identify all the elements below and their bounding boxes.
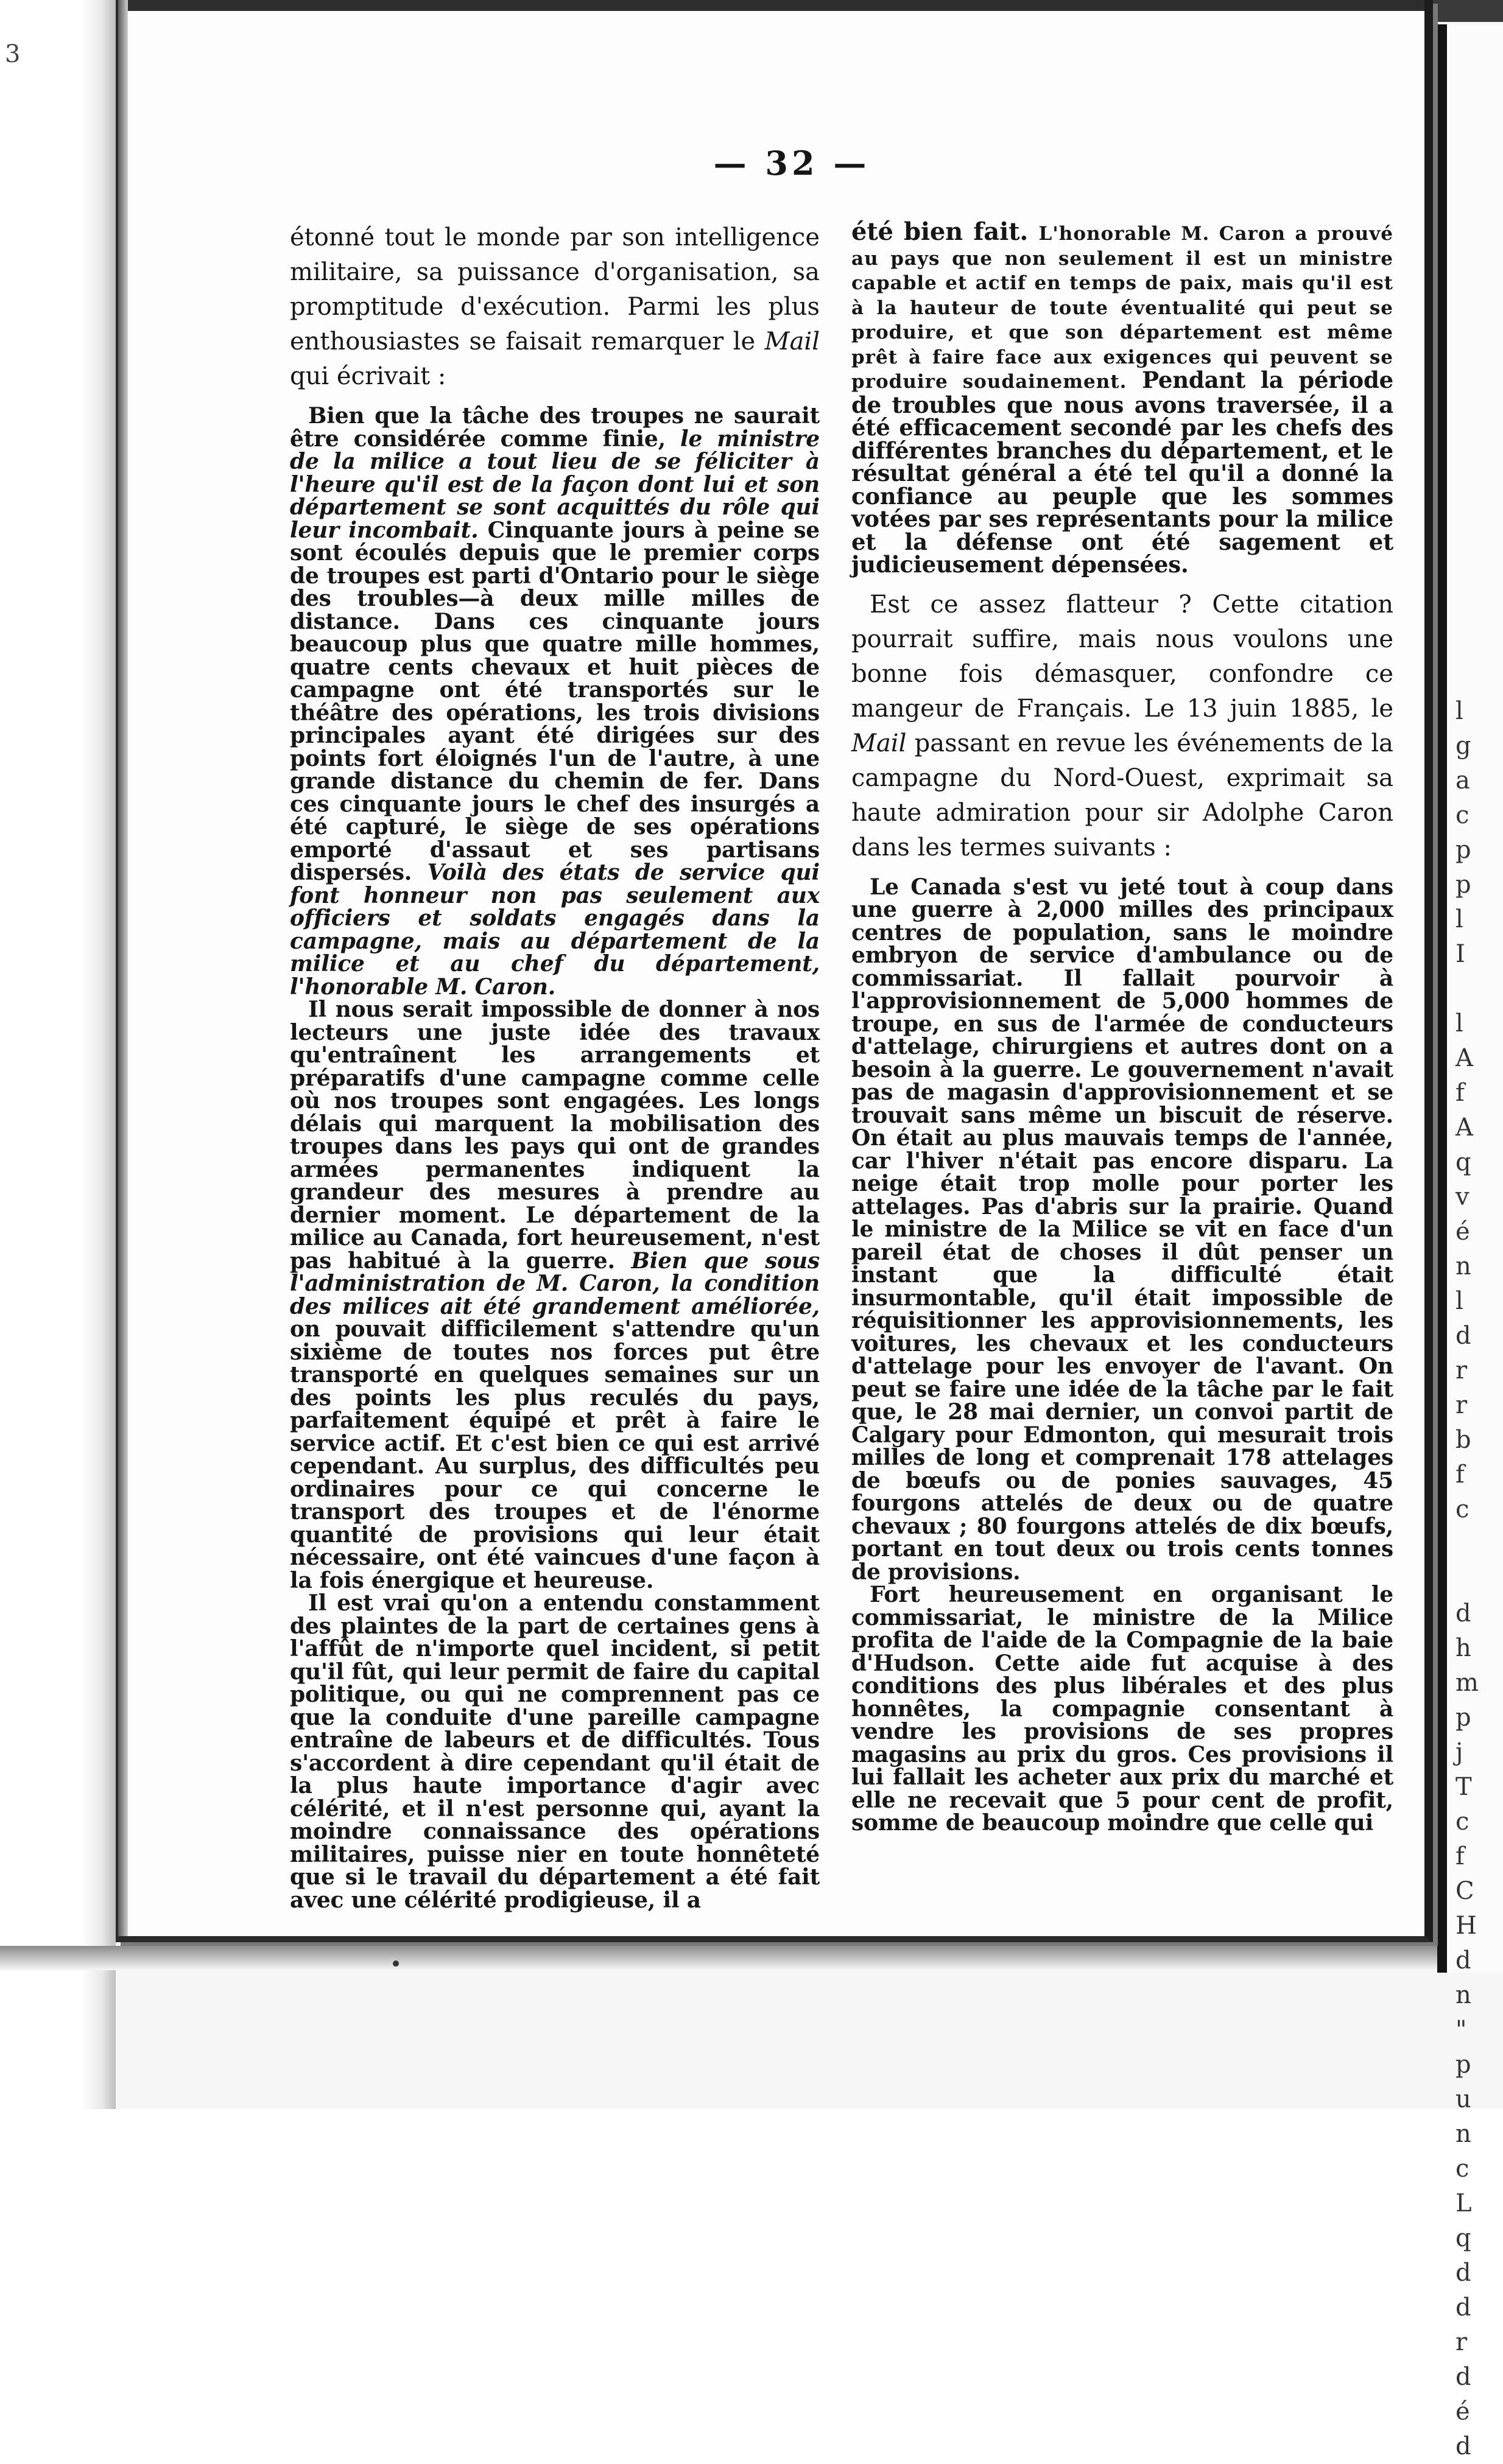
quote-paragraph-4: Le Canada s'est vu jeté tout à coup dans une guerre à 2,000 milles des principaux centres de population, sans le moindre embryon de service d'ambulance ou de commissariat. Il fallait pourvoir à l'approvisionnement de 5,000 hommes de troupe, en sus de l'armée de conducteurs d'attelage, chirurgiens et autres dont on a besoin à la guerre. Le gouvernement n'avait pas de magasin d'approvisionnement et se trouvait sans même un biscuit de réserve. On était au plus mauvais temps de l'année, car l'hiver n'était pas encore disparu. La neige était trop molle pour porter les attelages. Pas d'abris sur la prairie. Quand le ministre de la Milice se vit en face d'un pareil état de choses il dût penser un instant que la difficulté était insurmontable, qu'il était impossible de réquisitionner les approvisionnements, les voitures, les chevaux et les conducteurs d'attelage pour les envoyer de l'avant. On peut se faire une idée de la tâche par le fait que, le 28 mai dernier, un convoi partit de Calgary pour Edmonton, qui mesurait trois milles de long et comprenait 178 attelages de bœufs ou de ponies sauvages, 45 fourgons attelés de deux ou de quatre chevaux ; 80 fourgons attelés de dix bœufs, portant en tout deux ou trois cents tonnes de provisions. — [851, 874, 1393, 1585]
facing-page-fragment: l — [1455, 697, 1463, 725]
facing-page-fragments — [1455, 694, 1503, 2464]
facing-page-fragment: H — [1455, 1912, 1477, 1940]
commentary-part-a: Est ce assez flatteur ? Cette citation pourrait suffire, mais nous voulons une bonne fois démasquer, confondre ce mangeur de Français. Le 13 juin 1885, le — [851, 590, 1393, 723]
facing-page-fragment: q — [1455, 1148, 1471, 1176]
facing-page-fragment: d — [1455, 1322, 1471, 1350]
continuation-part-b: Pendant la période de troubles que nous avons traversée, il a été efficacement secondé par les chefs des différentes branches du département, et le résultat général a été tel qu'il a donné la confiance au peuple que les sommes votées par ses représentants pour la milice et la défense ont été sagement et judicieusement dépensées. — [851, 367, 1393, 578]
intro-line-2: militaire, sa puissance d'organisation, sa — [290, 258, 820, 286]
facing-page-fragment: " — [1455, 2016, 1467, 2044]
facing-page-fragment — [1455, 1562, 1503, 1596]
facing-page-fragment: q — [1455, 2224, 1471, 2252]
facing-page-fragment: p — [1455, 871, 1471, 899]
commentary-part-b: passant en revue les événements de la campagne du Nord-Ouest, exprimait sa haute admiration pour sir Adolphe Caron dans les termes suivants : — [851, 729, 1393, 862]
quote2-part-a: Il nous serait impossible de donner à nos lecteurs une juste idée des travaux qu'entraînent les arrangements et préparatifs d'une campagne comme celle où nos troupes sont engagées. Les longs délais qui marquent la mobilisation des troupes dans les pays qui ont de grandes armées permanentes indiquent la grandeur des mesures à prendre au dernier moment. Le département de la milice au Canada, fort heureusement, n'est pas habitué à la guerre. — [290, 997, 820, 1274]
facing-page-fragment: n — [1455, 2120, 1471, 2148]
facing-page-top-edge — [1425, 0, 1503, 22]
left-column — [290, 220, 820, 1912]
newspaper-name-2: Mail — [851, 729, 907, 757]
continuation-small-caps: L'honorable M. Caron a prouvé au pays que non seulement il est un ministre capable et actif en temps de paix, mais qu'il est à la hauteur de toute éventualité qui peut se produire, et que son département est même prêt à faire face aux exigences qui peuvent se produire soudainement. — [851, 223, 1393, 393]
facing-page-fragment: T — [1455, 1773, 1472, 1801]
page-bottom-shadow — [0, 1946, 1437, 1970]
facing-page-fragment: p — [1455, 1704, 1471, 1732]
facing-page-fragment: d — [1455, 1946, 1471, 1974]
facing-page-fragment: g — [1455, 732, 1471, 760]
intro-paragraph — [290, 220, 820, 394]
facing-page-fragment: p — [1455, 836, 1471, 864]
facing-page-fragment: l — [1455, 1009, 1463, 1037]
facing-page-fragment: c — [1455, 801, 1470, 829]
facing-page-fragment: l — [1455, 1287, 1463, 1315]
quote-continuation — [851, 217, 1393, 578]
newspaper-name: Mail — [764, 328, 820, 356]
facing-page-fragment: d — [1455, 1599, 1471, 1627]
facing-page-fragment: l — [1455, 905, 1463, 933]
facing-page-fragment: f — [1455, 1842, 1465, 1870]
facing-page-fragment: u — [1455, 2085, 1471, 2113]
facing-page-fragment: m — [1455, 1669, 1479, 1697]
continuation-part-a: été bien fait. — [851, 217, 1039, 246]
facing-page-fragment: c — [1455, 1808, 1470, 1836]
quote-paragraph-3: Il est vrai qu'on a entendu constamment des plaintes de la part de certaines gens à l'affût de n'importe quel incident, si petit qu'il fût, qui leur permit de faire du capital politique, ou qui ne comprennent pas ce que la conduite d'une pareille campagne entraîne de labeurs et de difficultés. Tous s'accordent à dire cependant qu'il était de la plus haute importance d'agir avec célérité, et il n'est personne qui, ayant la moindre connaissance des opérations militaires, puisse nier en toute honnêteté que si le travail du département a été fait avec une célérité prodigieuse, il a — [290, 1590, 820, 1913]
quote1-part-d: Voilà des états de service qui font honneur non pas seulement aux officiers et soldats engagés dans la campagne, mais au département de la milice et au chef du département, l'honorable M. Caron. — [290, 860, 820, 1000]
facing-page-fragment: d — [1455, 2363, 1471, 2391]
quote2-part-c: on pouvait difficilement s'attendre qu'un sixième de toutes nos forces put être transporté en quelques semaines sur un des points les plus reculés du pays, parfaitement équipé et prêt à faire le service actif. Et c'est bien ce qui est arrivé cependant. Au surplus, des difficultés peu ordinaires pour ce qui concerne le transport des troupes et de l'énorme quantité de provisions qui leur était nécessaire, ont été vaincues d'une façon à la fois énergique et heureuse. — [290, 1316, 820, 1593]
quote2-part-b: Bien que sous l'administration de M. Caron, la condition des milices ait été grandement améliorée, — [290, 1248, 820, 1319]
facing-page-fragment: c — [1455, 2155, 1470, 2183]
intro-line-5: qui écrivait : — [290, 362, 446, 390]
intro-line-4: enthousiastes se faisait remarquer le — [290, 328, 765, 356]
facing-page-fragment: a — [1455, 767, 1470, 795]
facing-page-fragment: L — [1455, 2189, 1472, 2217]
facing-page-fragment: h — [1455, 1634, 1471, 1662]
quote1-part-b: le ministre de la milice a tout lieu de se féliciter à l'heure qu'il est de la façon dont lui et son département se sont acquittés du rôle qui leur incombait. — [290, 426, 820, 543]
facing-page-fragment: n — [1455, 1252, 1471, 1280]
page-speck — [393, 1960, 399, 1967]
facing-page-fragment: C — [1455, 1877, 1474, 1905]
facing-page-fragment: é — [1455, 2398, 1470, 2426]
facing-page-fragment: r — [1455, 2328, 1468, 2356]
quote-paragraph-1 — [290, 405, 820, 999]
facing-page-fragment: d — [1455, 2432, 1471, 2460]
facing-page-fragment: A — [1455, 1114, 1473, 1142]
facing-page-fragment — [1455, 972, 1503, 1006]
facing-page-fragment: f — [1455, 1461, 1465, 1489]
facing-page-fragment: é — [1455, 1218, 1470, 1246]
facing-page-fragment: p — [1455, 2051, 1471, 2079]
facing-page-fragment: A — [1455, 1044, 1473, 1072]
intro-line-1: étonné tout le monde par son intelligence — [290, 223, 820, 251]
facing-page-fragment: d — [1455, 2294, 1471, 2322]
facing-page-edge — [1437, 24, 1503, 2460]
facing-page-fragment: d — [1455, 2259, 1471, 2287]
facing-page-fragment: r — [1455, 1391, 1468, 1419]
quote-paragraph-2 — [290, 999, 820, 1592]
quote-paragraph-5: Fort heureusement en organisant le commissariat, le ministre de la Milice profita de l'aide de la Compagnie de la baie d'Hudson. Cette aide fut acquise à des conditions des plus libérales et des plus honnêtes, la compagnie consentant à vendre les provisions de ses propres magasins au prix du gros. Ces provisions il lui fallait les acheter aux prix du marché et elle ne recevait que 5 pour cent de profit, somme de beaucoup moindre que celle qui — [851, 1582, 1393, 1836]
margin-mark: 3 — [5, 40, 21, 68]
facing-page-fragment: b — [1455, 1426, 1471, 1454]
page-top-edge — [118, 0, 1424, 11]
left-margin-shadow — [0, 0, 116, 2109]
facing-page-fragment: r — [1455, 1357, 1468, 1385]
facing-page-fragment: n — [1455, 1981, 1471, 2009]
page-number: — 32 — — [713, 144, 870, 183]
right-column — [851, 217, 1393, 1836]
facing-page-fragment: j — [1455, 1738, 1463, 1766]
quote1-part-c: Cinquante jours à peine se sont écoulés depuis que le premier corps de troupes est parti d'Ontario pour le siège des troubles—à deux mille milles de distance. Dans ces cinquante jours beaucoup plus que quatre mille hommes, quatre cents chevaux et huit pièces de campagne ont été transportés sur le théâtre des opérations, les trois divisions principales ayant été dirigées sur des points fort éloignés l'un de l'autre, à une grande distance du chemin de fer. Dans ces cinquante jours le chef des insurgés a été capturé, le siège de ses opérations emporté d'assaut et ses partisans dispersés. — [290, 517, 820, 885]
facing-page-fragment: v — [1455, 1183, 1470, 1211]
facing-page-fragment: I — [1455, 940, 1465, 968]
facing-page-fragment: c — [1455, 1495, 1470, 1523]
binding-edge — [118, 0, 128, 1936]
quote1-part-a: Bien que la tâche des troupes ne saurait être considérée comme finie, — [290, 403, 820, 452]
facing-page-fragment — [1455, 1527, 1503, 1562]
intro-line-3: promptitude d'exécution. Parmi les plus — [290, 293, 820, 321]
facing-page-fragment: f — [1455, 1079, 1465, 1107]
commentary-paragraph — [851, 588, 1393, 865]
